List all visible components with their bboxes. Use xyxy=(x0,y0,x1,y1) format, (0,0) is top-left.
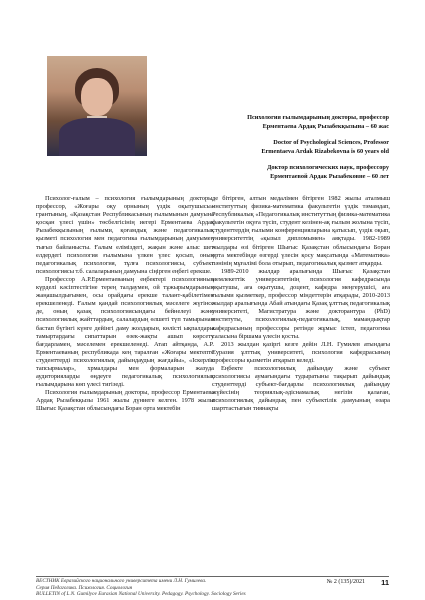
paragraph: Еңбекте психологиялық дайындау және субъект психологиясы аумағындағы тудыратыны тақырып дайындық студенттерді субъект-бағдарлы психологиялық дайындау жүйесінің теориялық-әдіснамалық негізін қалаған, психологиялық дайындық пен субъектілік дамуының өзара шарттастығын тиянақты xyxy=(212,364,390,413)
footer-rule xyxy=(36,576,389,577)
page-number: 11 xyxy=(381,578,389,587)
paragraph: Психология ғылымдарының докторы, профессор Ерментаева Ардақ Рызабекқызы 1961 жылы дүниеге келген. 1978 жылы Шығыс Қазақстан облысындағы Боран орта мектебін xyxy=(36,389,214,413)
title-russian xyxy=(267,164,389,181)
paragraph: Профессор А.Р.Ерментаеваның еңбектері психологияның күрделі кәсіптестігіне терең талдаумен, ой тұжырымдарының жаңашылдығымен, осы орайдағы ерекше талант-қабілетімен ерекшеленеді. Ғалым қандай психологиялық мәселеге жүгінсе де, оның қазақ психологиясындағы бейнелеуі және психологиялық жайттардың, салалардың өлшеті түп тамырынан бастап бүгінгі күнге дейінгі даму жолдарын, көлісті ықпалдары тамыртардағы сипаттарын өзек-жақты ашып көрсету бағдарламен, мәселемен ерекшеленеді. Атап айтқанда, А.Р. Ерментаеваның республикада кең таралған «Жоғары мектепте студенттерді психологиялық дайындаудың жағдайы», «Іскерлік тапсырмалар», хрмалдары мен формаларын жазуда аудиторияларды өңдеуге педагогикалық психологиялық ғылымдарына көп үлесі тигізеді. xyxy=(36,275,214,389)
title-kazakh xyxy=(247,114,389,131)
title-line: Психология ғылымдарының докторы, профессор xyxy=(247,114,389,121)
title-line: Ermentaeva Ardak Rizabekovna is 60 years old xyxy=(261,147,389,155)
paragraph: де бітірген, алтын медалімен бітірген 1982 жылы аталмыш институттың физика-математика факультетін үздік тәмамдап, Республикалық «Педагогикалық институттың физика-математика факультетін оқуға түсіп, студент кезінен-ақ ғылым жолына түсіп, студенттердің ғылыми конференцияларына қатысып, үздік оқып, университеттің «қызыл дипломымен» аяқтады. 1982-1989 жылдары өзі бітірген Шығыс Қазақстан облысындағы Боран орта мектебінде өзгерді үлесін қосу мақсатында «Математика» пәнінің мұғалімі бола отырып, педагогикалық қызмет атқарды. xyxy=(212,195,390,267)
portrait-photo xyxy=(47,56,147,156)
paragraph: 1989-2010 жылдар аралығында Шығыс Қазақстан мемлекеттік университетінің психология кафедрасында оқытушы, аға оқытушы, доцент, кафедра меңгерушісі, аға ғылыми қызметкер, профессор міндеттерін атқарады, 2010-2013 жылдар аралығында Абай атындағы Қазақ ұлттық педагогикалық университеті, Магистратура және докторантура (PhD) институты, психологиялық-педагогикалық, мамандықтар кафедрасының профессоры ретінде жұмыс істеп, педагогика саласына біршама үлесін қосты. xyxy=(212,267,390,340)
title-line: Ерментаева Ардақ Рызабекқызына – 60 жас xyxy=(262,122,389,130)
footer-series-ru: Серия Педагогика. Психология. Социология xyxy=(36,584,133,591)
paragraph: 2013 жылдан қазіргі кезге дейін Л.Н. Гумилев атындағы Еуразия ұлттық университеті, психология кафедрасының профессоры қызметін атқарып келеді. xyxy=(212,340,390,364)
title-line: Doctor of Psychological Sciences, Professor xyxy=(273,139,389,146)
footer-journal-ru: ВЕСТНИК Евразийского национального университета имени Л.Н. Гумилева. xyxy=(36,578,207,584)
left-column xyxy=(36,195,214,414)
title-english xyxy=(261,139,389,156)
footer-journal-en: BULLETIN of L.N. Gumilyov Eurasian National University. Pedagogy. Psychology. Sociology Series xyxy=(36,591,246,598)
title-line: Ерментаевой Ардак Рызабековне – 60 лет xyxy=(270,172,389,180)
paragraph: Психолог-ғалым – психология ғылымдарының докторы, профессор, «Жоғары оқу орнының үздік оқытушысы» грантының, «Қазақстан Республикасының ғылымынын дамуына қосқан үлесі үшін» төсбелгісінің иегері Ерментаева Ардақ Рызабекқызының ғылыми, қоғамдық және педагогикалық қызметі психология мен педагогика ғылымдарының дамуымен тығыз байланысты. Ғалым еліміздегі, жақын және алыс шет елдердегі психология ғылымына үлкен үлес қосып, оның педагогикалық психология, тұлға психологиясы, субъект психологиясы т.б. салаларының дамуына сіңірген еңбегі ерекше. xyxy=(36,195,214,275)
issue-number: № 2 (135)/2021 xyxy=(326,579,365,585)
right-column xyxy=(212,195,390,414)
title-line: Доктор психологических наук, профессору xyxy=(267,164,389,171)
